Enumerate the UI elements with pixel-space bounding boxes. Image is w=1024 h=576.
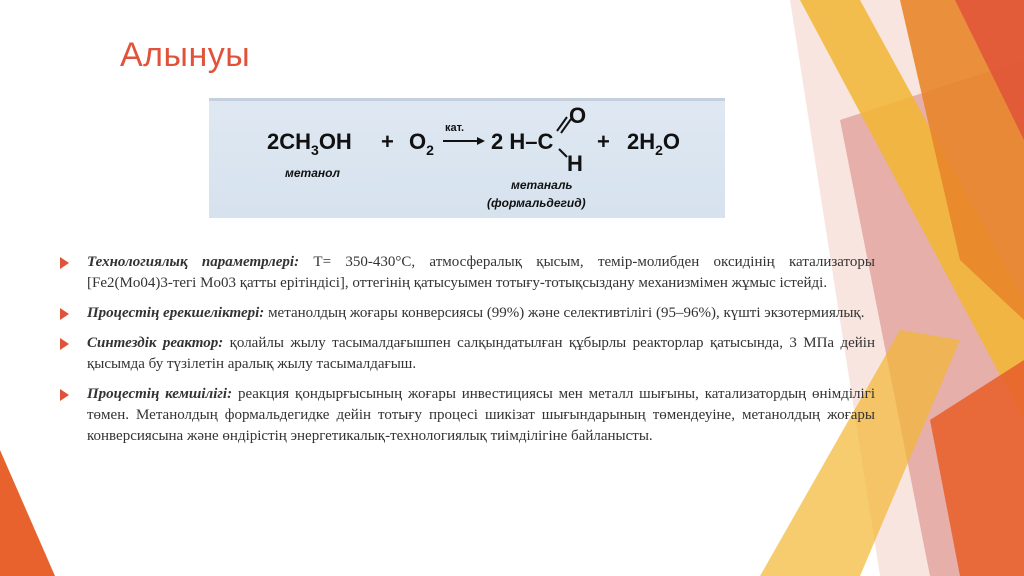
plus-sign-2: + xyxy=(597,129,610,154)
bullet-text: реакция қондырғысының жоғары инвестициясы мен металл шығыны, катализатордың өнімділігі төмен. Метанолдың формальдегидке дейін тотығу процесі шикізат шығындарының төмендеуіне, метанолдың жоғары конверсиясына және өндірістің энергетикалық-технологиялық тиімділігіне байланысты. xyxy=(87,386,876,444)
double-bond-1 xyxy=(557,117,567,131)
bullet-label: Технологиялық параметрлері: xyxy=(87,254,300,270)
bullet-arrow-icon xyxy=(60,257,69,269)
bullet-list xyxy=(60,252,875,456)
catalyst-label: кат. xyxy=(445,122,465,134)
bullet-arrow-icon xyxy=(60,308,69,320)
bullet-arrow-icon xyxy=(60,389,69,401)
bullet-item-process-drawbacks xyxy=(60,384,875,447)
bullet-label: Процестің кемшілігі: xyxy=(87,386,233,402)
slide-title: Алынуы xyxy=(120,36,251,74)
formaldehyde-label: (формальдегид) xyxy=(487,196,586,210)
bullet-text: метанолдың жоғары конверсиясы (99%) және селективтілігі (95–96%), күшті экзотермиялық. xyxy=(264,305,865,321)
left-orange-triangle xyxy=(0,450,55,576)
bullet-label: Синтездік реактор: xyxy=(87,335,224,351)
reaction-equation-image xyxy=(209,98,725,218)
methanol-formula: $2CH_3OH$ xyxy=(267,129,352,158)
aldehyde-formula: 2 H–C xyxy=(491,129,554,154)
bullet-text: T= 350-430°C, атмосфералық қысым, темір-молибден оксидінің катализаторы [Fe2(Mo04)3-тегі Mo03 қатты ерітіндісі], оттегінің қатысуымен тотығу-тотықсыздану механизмімен жұмыс істейді. xyxy=(87,254,875,291)
bullet-item-technological-parameters xyxy=(60,252,875,294)
bullet-item-synthesis-reactor xyxy=(60,333,875,375)
water-formula: $2H_2O$ xyxy=(627,129,681,158)
methanal-label: метаналь xyxy=(511,178,573,192)
aldehyde-oxygen: O xyxy=(569,103,587,128)
plus-sign-1: + xyxy=(381,129,394,154)
bullet-arrow-icon xyxy=(60,338,69,350)
bullet-item-process-features xyxy=(60,303,875,324)
oxygen-formula: $O_2$ xyxy=(409,129,434,158)
bullet-text: қолайлы жылу тасымалдағышпен салқындатылған құбырлы реакторлар қатысында, 3 МПа дейін қысымда бу түзілетін аралық жылу тасымалдағыш. xyxy=(87,335,875,372)
reaction-arrowhead xyxy=(477,137,485,145)
aldehyde-hydrogen: H xyxy=(567,151,583,176)
single-bond xyxy=(559,149,567,157)
methanol-label: метанол xyxy=(285,166,340,180)
bullet-label: Процестің ерекшеліктері: xyxy=(87,305,265,321)
